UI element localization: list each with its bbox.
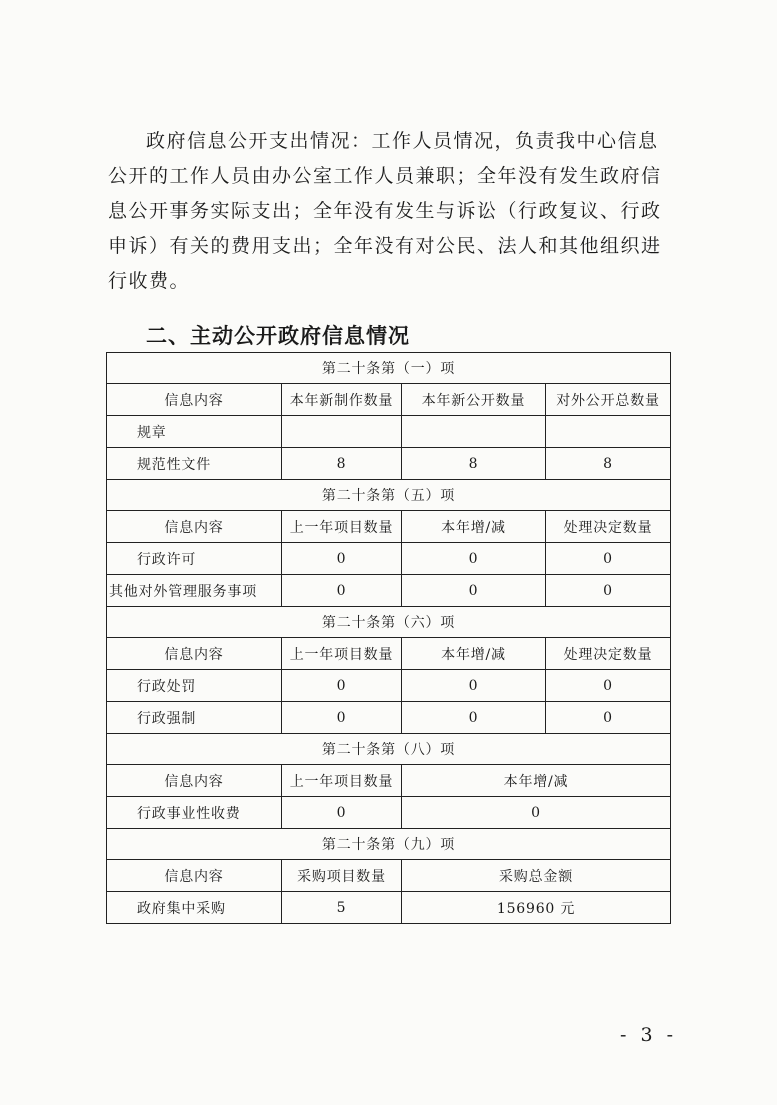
header-cell: 上一年项目数量 (282, 638, 402, 670)
table-cell: 0 (282, 797, 402, 829)
row-label: 行政许可 (107, 543, 282, 575)
table-cell: 0 (282, 575, 402, 607)
header-cell: 信息内容 (107, 638, 282, 670)
header-cell: 信息内容 (107, 860, 282, 892)
header-cell: 采购总金额 (402, 860, 671, 892)
table-cell: 0 (546, 702, 671, 734)
disclosure-table (106, 352, 671, 924)
paragraph-line: 息公开事务实际支出；全年没有发生与诉讼（行政复议、行政 (108, 200, 662, 222)
table-cell: 0 (282, 702, 402, 734)
table-cell: 8 (282, 448, 402, 480)
paragraph-line: 政府信息公开支出情况：工作人员情况，负责我中心信息 (146, 130, 659, 152)
table-row (107, 575, 671, 607)
header-row (107, 860, 671, 892)
header-cell: 处理决定数量 (546, 638, 671, 670)
header-cell: 处理决定数量 (546, 511, 671, 543)
section-title-row (107, 734, 671, 765)
paragraph-line: 行收费。 (108, 270, 191, 292)
section-title-row (107, 607, 671, 638)
section-title: 第二十条第（一）项 (107, 353, 671, 384)
row-label: 行政处罚 (107, 670, 282, 702)
section-title: 第二十条第（五）项 (107, 480, 671, 511)
table-cell (546, 416, 671, 448)
row-label: 其他对外管理服务事项 (107, 575, 282, 607)
page-number: - 3 - (620, 1024, 678, 1046)
table-row (107, 416, 671, 448)
header-cell: 本年增/减 (402, 638, 546, 670)
expenditure-paragraph (108, 124, 678, 299)
table-cell: 0 (402, 543, 546, 575)
table-row (107, 892, 671, 924)
table-cell: 0 (546, 575, 671, 607)
table-row (107, 702, 671, 734)
table-cell: 0 (282, 543, 402, 575)
row-label: 规章 (107, 416, 282, 448)
table-cell: 5 (282, 892, 402, 924)
table-cell: 8 (402, 448, 546, 480)
header-cell: 对外公开总数量 (546, 384, 671, 416)
section-title: 第二十条第（八）项 (107, 734, 671, 765)
table-cell: 0 (402, 702, 546, 734)
table-cell: 0 (546, 543, 671, 575)
header-cell: 本年增/减 (402, 765, 671, 797)
header-cell: 信息内容 (107, 765, 282, 797)
header-cell: 上一年项目数量 (282, 765, 402, 797)
row-label: 规范性文件 (107, 448, 282, 480)
header-row (107, 511, 671, 543)
header-cell: 本年增/减 (402, 511, 546, 543)
header-row (107, 384, 671, 416)
table-cell: 0 (546, 670, 671, 702)
header-cell: 信息内容 (107, 511, 282, 543)
table-cell: 0 (282, 670, 402, 702)
section-title-row (107, 829, 671, 860)
table-row (107, 670, 671, 702)
header-cell: 信息内容 (107, 384, 282, 416)
table-cell: 0 (402, 575, 546, 607)
table-cell: 8 (546, 448, 671, 480)
section-title-row (107, 480, 671, 511)
section-title-row (107, 353, 671, 384)
table-row (107, 797, 671, 829)
table-cell: 0 (402, 670, 546, 702)
table-cell (402, 416, 546, 448)
table-cell: 156960 元 (402, 892, 671, 924)
table-row (107, 448, 671, 480)
section-title: 第二十条第（九）项 (107, 829, 671, 860)
row-label: 行政事业性收费 (107, 797, 282, 829)
table-cell (282, 416, 402, 448)
table-row (107, 543, 671, 575)
row-label: 行政强制 (107, 702, 282, 734)
header-cell: 本年新公开数量 (402, 384, 546, 416)
table-cell: 0 (402, 797, 671, 829)
header-cell: 上一年项目数量 (282, 511, 402, 543)
header-row (107, 765, 671, 797)
row-label: 政府集中采购 (107, 892, 282, 924)
header-cell: 采购项目数量 (282, 860, 402, 892)
section-title: 第二十条第（六）项 (107, 607, 671, 638)
section-heading: 二、主动公开政府信息情况 (146, 324, 410, 348)
header-cell: 本年新制作数量 (282, 384, 402, 416)
paragraph-line: 申诉）有关的费用支出；全年没有对公民、法人和其他组织进 (108, 235, 662, 257)
paragraph-line: 公开的工作人员由办公室工作人员兼职；全年没有发生政府信 (108, 165, 662, 187)
header-row (107, 638, 671, 670)
